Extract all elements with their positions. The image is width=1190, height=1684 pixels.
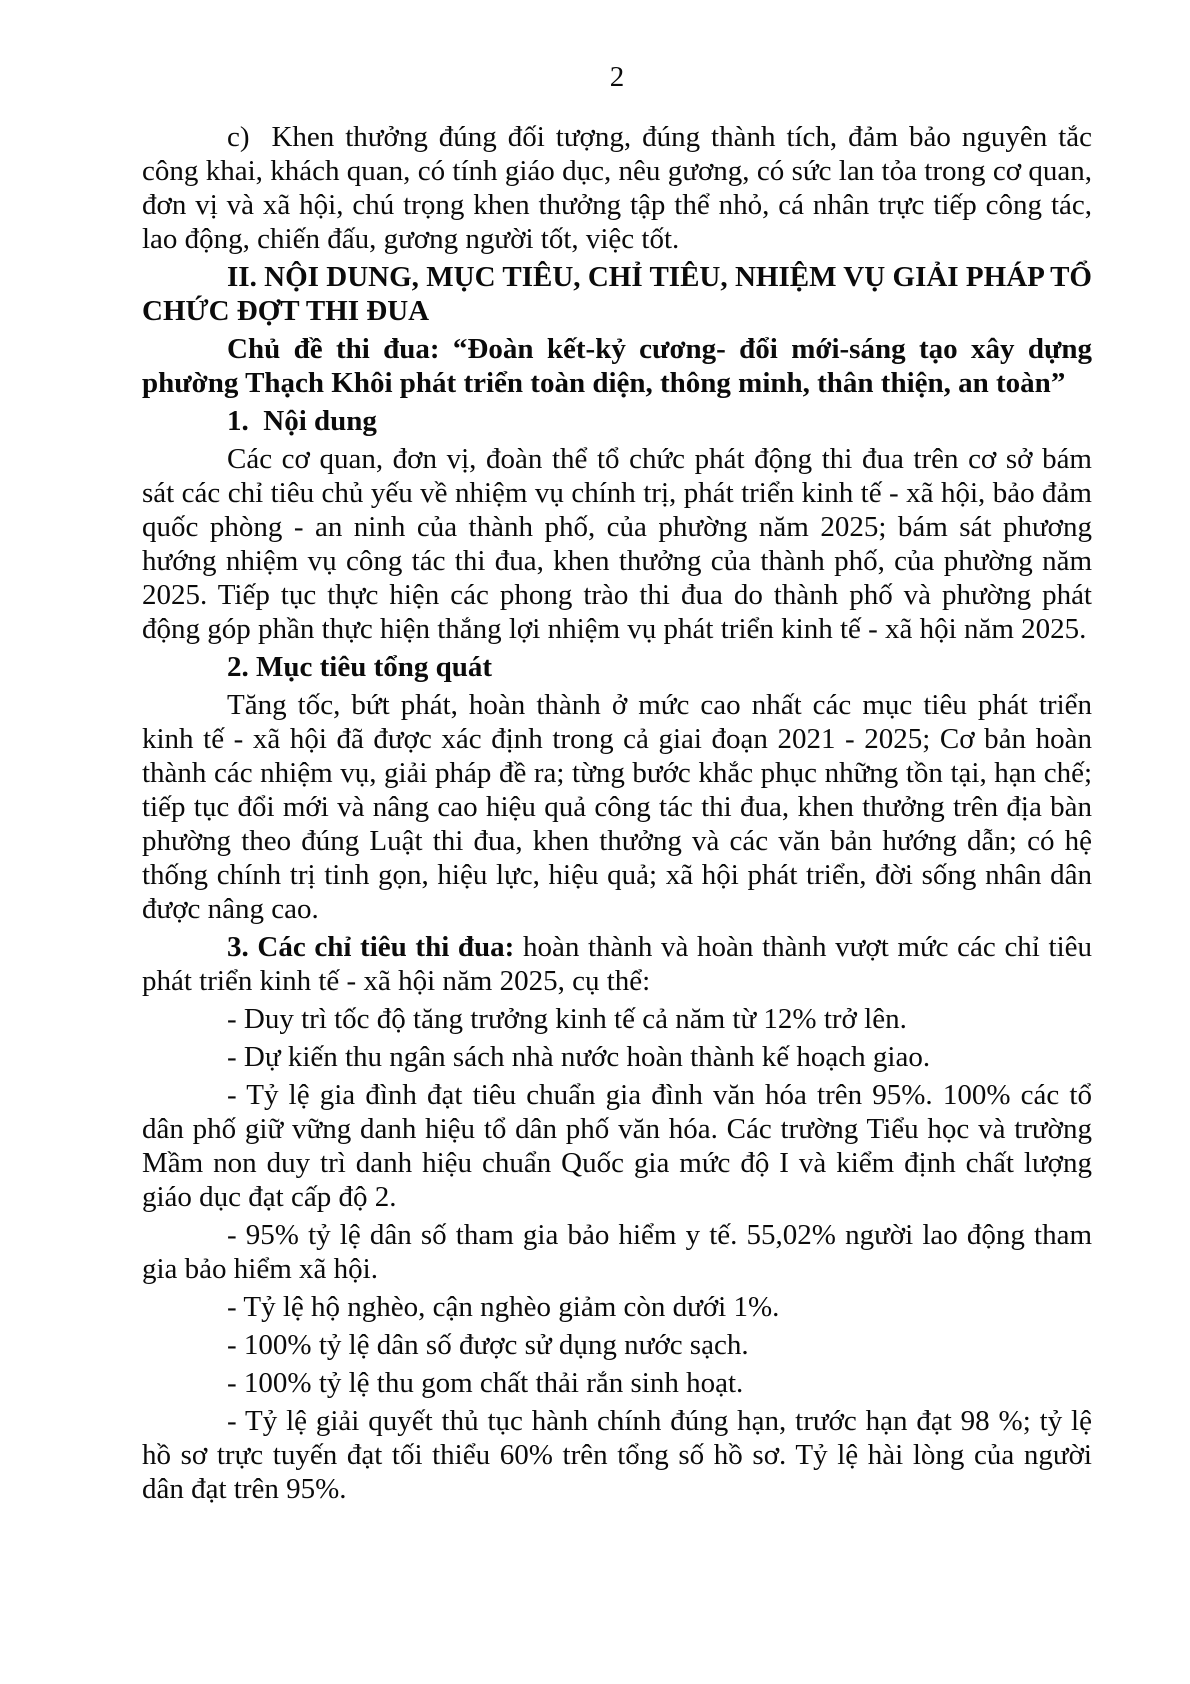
section-heading-ii: II. NỘI DUNG, MỤC TIÊU, CHỈ TIÊU, NHIỆM VỤ GIẢI PHÁP TỔ CHỨC ĐỢT THI ĐUA <box>142 261 1100 327</box>
bullet-thu-ngan-sach: - Dự kiến thu ngân sách nhà nước hoàn thành kế hoạch giao. <box>227 1041 931 1073</box>
bullet-gia-dinh-van-hoa: - Tỷ lệ gia đình đạt tiêu chuẩn gia đình văn hóa trên 95%. 100% các tổ dân phố giữ vững danh hiệu tổ dân phố văn hóa. Các trường Tiểu học và trường Mầm non duy trì danh hiệu chuẩn Quốc gia mức độ I và kiểm định chất lượng giáo dục đạt cấp độ 2. <box>142 1079 1100 1213</box>
subheading-1-noi-dung: 1. Nội dung <box>227 405 377 437</box>
subheading-2-muc-tieu: 2. Mục tiêu tổng quát <box>227 651 493 683</box>
subheading-3-chi-tieu: 3. Các chỉ tiêu thi đua: <box>227 931 515 963</box>
theme-paragraph: Chủ đề thi đua: “Đoàn kết-kỷ cương- đổi mới-sáng tạo xây dựng phường Thạch Khôi phát triển toàn diện, thông minh, thân thiện, an toàn” <box>142 333 1100 399</box>
bullet-nuoc-sach: - 100% tỷ lệ dân số được sử dụng nước sạch. <box>227 1329 749 1361</box>
page-number: 2 <box>609 61 625 93</box>
bullet-ho-ngheo: - Tỷ lệ hộ nghèo, cận nghèo giảm còn dưới 1%. <box>227 1291 780 1323</box>
paragraph-khen-thuong-c: c) Khen thưởng đúng đối tượng, đúng thành tích, đảm bảo nguyên tắc công khai, khách quan, có tính giáo dục, nêu gương, có sức lan tỏa trong cơ quan, đơn vị và xã hội, chú trọng khen thưởng tập thể nhỏ, cá nhân trực tiếp công tác, lao động, chiến đấu, gương người tốt, việc tốt. <box>142 121 1100 255</box>
paragraph-chi-tieu-thi-dua <box>142 930 1100 998</box>
bullet-thu-tuc-hanh-chinh: - Tỷ lệ giải quyết thủ tục hành chính đúng hạn, trước hạn đạt 98 %; tỷ lệ hồ sơ trực tuyến đạt tối thiểu 60% trên tổng số hồ sơ. Tỷ lệ hài lòng của người dân đạt trên 95%. <box>142 1405 1100 1505</box>
bullet-tang-truong-kinh-te: - Duy trì tốc độ tăng trưởng kinh tế cả năm từ 12% trở lên. <box>227 1003 907 1035</box>
bullet-bao-hiem: - 95% tỷ lệ dân số tham gia bảo hiểm y tế. 55,02% người lao động tham gia bảo hiểm xã hội. <box>142 1219 1100 1285</box>
paragraph-muc-tieu-tong-quat: Tăng tốc, bứt phát, hoàn thành ở mức cao nhất các mục tiêu phát triển kinh tế - xã hội đã được xác định trong cả giai đoạn 2021 - 2025; Cơ bản hoàn thành các nhiệm vụ, giải pháp đề ra; từng bước khắc phục những tồn tại, hạn chế; tiếp tục đổi mới và nâng cao hiệu quả công tác thi đua, khen thưởng trên địa bàn phường theo đúng Luật thi đua, khen thưởng và các văn bản hướng dẫn; có hệ thống chính trị tinh gọn, hiệu lực, hiệu quả; xã hội phát triển, đời sống nhân dân được nâng cao. <box>142 689 1100 925</box>
bullet-chat-thai-ran: - 100% tỷ lệ thu gom chất thải rắn sinh hoạt. <box>227 1367 744 1399</box>
paragraph-noi-dung: Các cơ quan, đơn vị, đoàn thể tổ chức phát động thi đua trên cơ sở bám sát các chỉ tiêu chủ yếu về nhiệm vụ chính trị, phát triển kinh tế - xã hội, bảo đảm quốc phòng - an ninh của thành phố, của phường năm 2025; bám sát phương hướng nhiệm vụ công tác thi đua, khen thưởng của thành phố, của phường năm 2025. Tiếp tục thực hiện các phong trào thi đua do thành phố và phường phát động góp phần thực hiện thắng lợi nhiệm vụ phát triển kinh tế - xã hội năm 2025. <box>142 443 1100 645</box>
chi-tieu-lead-text: hoàn thành và hoàn thành vượt mức các chỉ tiêu phát triển kinh tế - xã hội năm 2025, cụ thể: <box>142 931 1100 997</box>
